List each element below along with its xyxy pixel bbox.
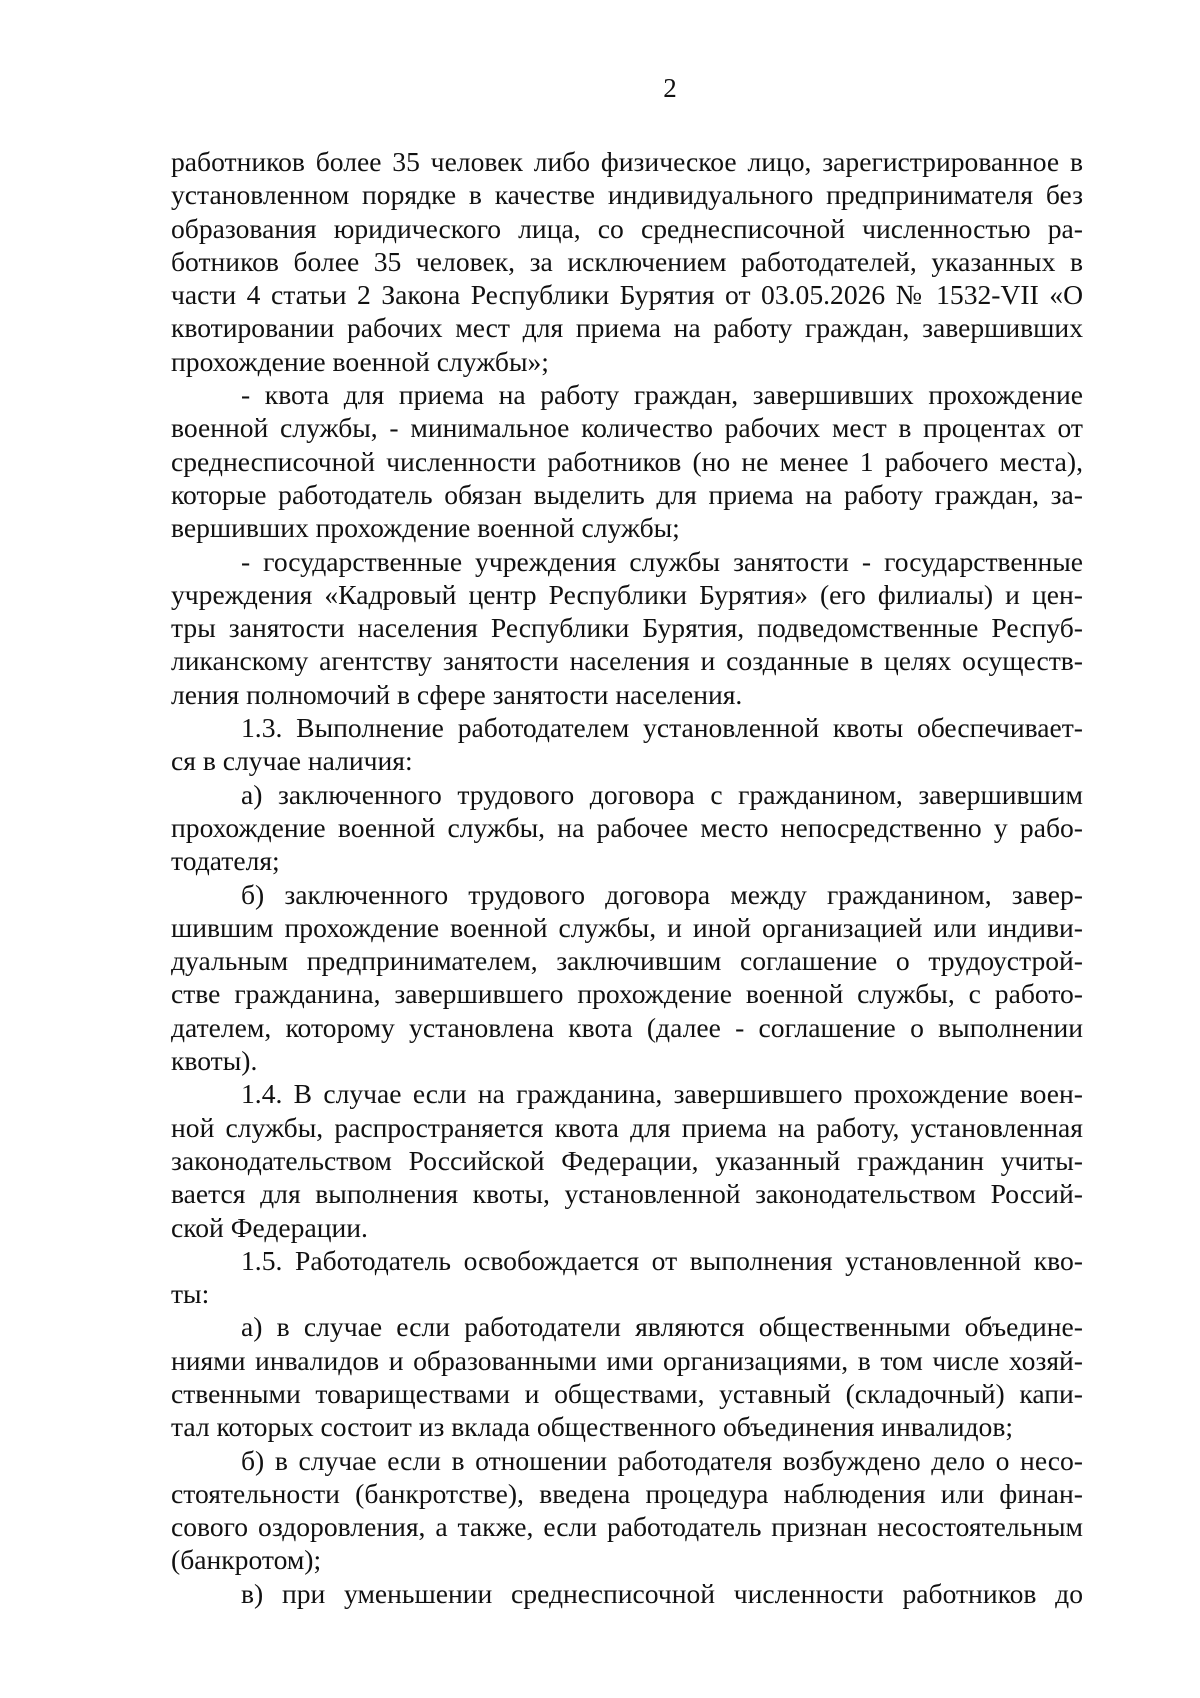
text-line: ной службы, распространяется квота для приема на работу, установленная bbox=[171, 1111, 1083, 1143]
text-line: 1.4. В случае если на гражданина, завершившего прохождение воен- bbox=[241, 1078, 1083, 1110]
page-number: 2 bbox=[663, 73, 677, 103]
paragraph-1-4 bbox=[171, 1077, 1083, 1243]
text-line: ты: bbox=[171, 1278, 210, 1310]
text-line: учреждения «Кадровый центр Республики Бурятия» (его филиалы) и цен- bbox=[171, 578, 1083, 610]
text-line: прохождение военной службы, на рабочее место непосредственно у рабо- bbox=[171, 811, 1083, 843]
paragraph-1-3-a bbox=[171, 778, 1083, 878]
text-line: установленном порядке в качестве индивидуального предпринимателя без bbox=[171, 179, 1083, 211]
text-line: тодателя; bbox=[171, 845, 280, 877]
text-line: ской Федерации. bbox=[171, 1211, 368, 1243]
text-line: б) в случае если в отношении работодателя возбуждено дело о несо- bbox=[241, 1444, 1083, 1476]
text-line: которые работодатель обязан выделить для приема на работу граждан, за- bbox=[171, 478, 1083, 510]
text-line: (банкротом); bbox=[171, 1544, 322, 1576]
paragraph-1-5-v bbox=[171, 1577, 1083, 1610]
text-line: б) заключенного трудового договора между гражданином, завер- bbox=[241, 878, 1083, 910]
text-line: военной службы, - минимальное количество рабочих мест в процентах от bbox=[171, 412, 1083, 444]
text-line: а) заключенного трудового договора с гражданином, завершившим bbox=[241, 778, 1083, 810]
paragraph-1-3 bbox=[171, 711, 1083, 778]
text-line: квоты). bbox=[171, 1045, 258, 1077]
text-line: - квота для приема на работу граждан, завершивших прохождение bbox=[241, 379, 1083, 411]
text-line: шившим прохождение военной службы, и иной организацией или индиви- bbox=[171, 911, 1083, 943]
text-line: а) в случае если работодатели являются общественными объедине- bbox=[241, 1311, 1083, 1343]
text-line: тры занятости населения Республики Бурятия, подведомственные Респуб- bbox=[171, 612, 1083, 644]
text-line: стве гражданина, завершившего прохождение военной службы, с работо- bbox=[171, 978, 1083, 1010]
paragraph-continuation bbox=[171, 145, 1083, 378]
paragraph-1-3-b bbox=[171, 878, 1083, 1078]
text-line: дателем, которому установлена квота (далее - соглашение о выполнении bbox=[171, 1011, 1083, 1043]
paragraph-1-5-b bbox=[171, 1444, 1083, 1577]
text-line: вершивших прохождение военной службы; bbox=[171, 512, 680, 544]
paragraph-employment-service-definition bbox=[171, 545, 1083, 711]
text-line: ниями инвалидов и образованными ими организациями, в том числе хозяй- bbox=[171, 1344, 1083, 1376]
text-line: среднесписочной численности работников (но не менее 1 рабочего места), bbox=[171, 445, 1083, 477]
text-line: стоятельности (банкротстве), введена процедура наблюдения или финан- bbox=[171, 1477, 1083, 1509]
text-line: вается для выполнения квоты, установленной законодательством Россий- bbox=[171, 1178, 1083, 1210]
text-line: ликанскому агентству занятости населения и созданные в целях осуществ- bbox=[171, 645, 1083, 677]
text-line: 1.5. Работодатель освобождается от выполнения установленной кво- bbox=[241, 1244, 1083, 1276]
text-line: ления полномочий в сфере занятости населения. bbox=[171, 678, 743, 710]
text-line: части 4 статьи 2 Закона Республики Бурятия от 03.05.2026 № 1532-VII «О bbox=[171, 279, 1083, 311]
paragraph-quota-definition bbox=[171, 378, 1083, 544]
text-line: прохождение военной службы»; bbox=[171, 345, 549, 377]
text-line: - государственные учреждения службы занятости - государственные bbox=[241, 545, 1083, 577]
text-line: ся в случае наличия: bbox=[171, 745, 413, 777]
text-line: работников более 35 человек либо физическое лицо, зарегистрированное в bbox=[171, 146, 1083, 177]
text-line: квотировании рабочих мест для приема на работу граждан, завершивших bbox=[171, 312, 1083, 344]
text-line: 1.3. Выполнение работодателем установленной квоты обеспечивает- bbox=[241, 712, 1083, 744]
document-body bbox=[171, 145, 1083, 1610]
text-line: законодательством Российской Федерации, указанный гражданин учиты- bbox=[171, 1144, 1083, 1176]
text-line: образования юридического лица, со среднесписочной численностью ра- bbox=[171, 212, 1083, 244]
paragraph-1-5-a bbox=[171, 1310, 1083, 1443]
text-line: тал которых состоит из вклада общественного объединения инвалидов; bbox=[171, 1411, 1014, 1443]
paragraph-1-5 bbox=[171, 1244, 1083, 1311]
text-line: ственными товариществами и обществами, уставный (складочный) капи- bbox=[171, 1377, 1083, 1409]
text-line: сового оздоровления, а также, если работодатель признан несостоятельным bbox=[171, 1511, 1083, 1543]
text-line: в) при уменьшении среднесписочной численности работников до bbox=[241, 1577, 1083, 1609]
text-line: ботников более 35 человек, за исключением работодателей, указанных в bbox=[171, 245, 1083, 277]
text-line: дуальным предпринимателем, заключившим соглашение о трудоустрой- bbox=[171, 945, 1083, 977]
